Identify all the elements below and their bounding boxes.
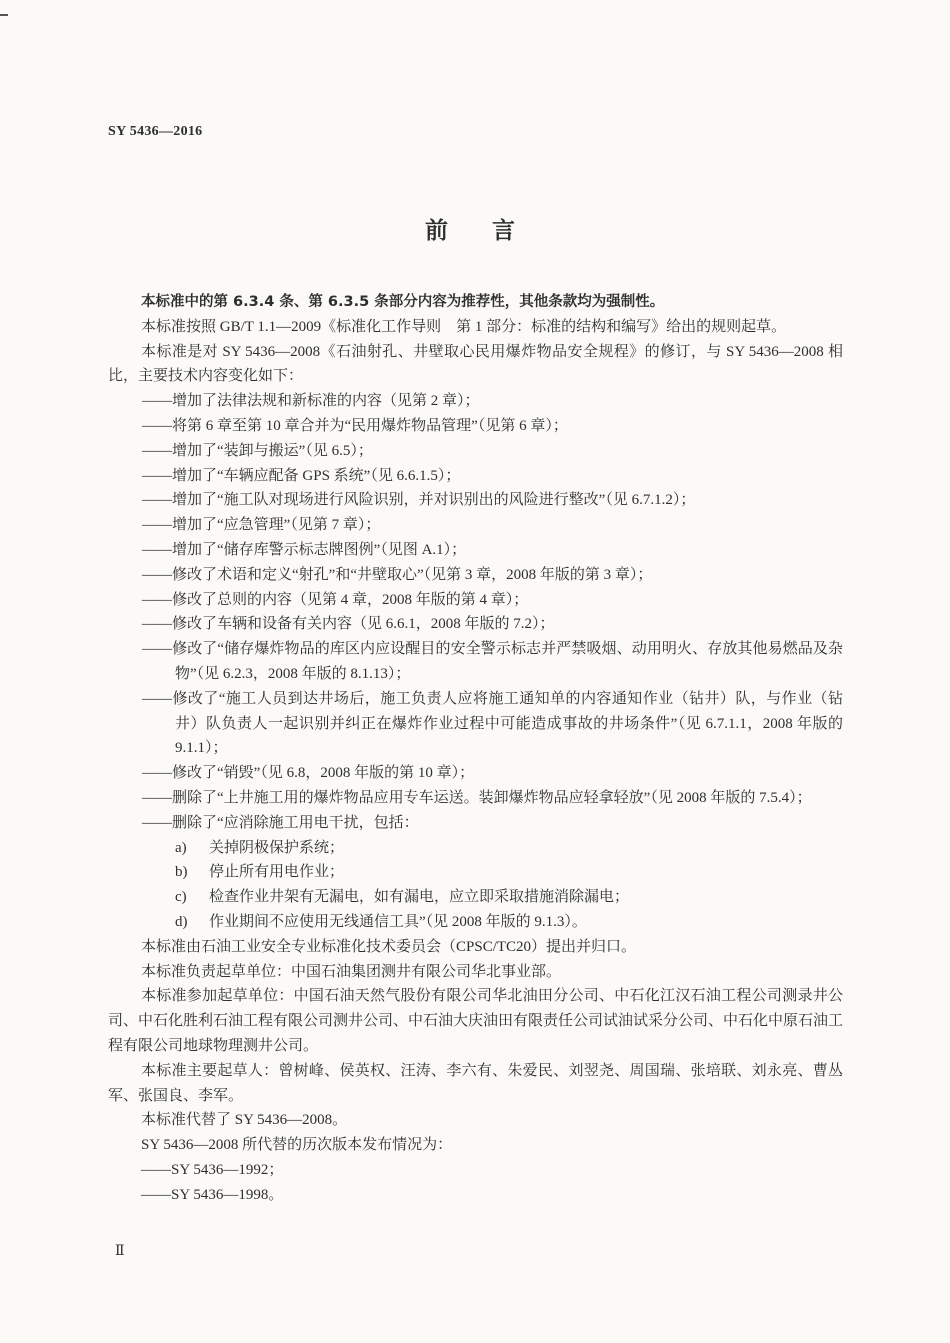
change-list-item: ——修改了“销毁”（见 6.8，2008 年版的第 10 章）；: [142, 765, 475, 782]
version-history-item: ——SY 5436—1998。: [141, 1186, 284, 1203]
paragraph: 本标准是对 SY 5436—2008《石油射孔、井壁取心民用爆炸物品安全规程》的修订，与 SY 5436—2008 相比，主要技术内容变化如下：: [108, 343, 843, 385]
change-list-item: ——增加了“装卸与搬运”（见 6.5）；: [142, 442, 373, 459]
change-list-item: ——增加了法律法规和新标准的内容（见第 2 章）；: [142, 393, 480, 410]
paragraph: 本标准负责起草单位：中国石油集团测井有限公司华北事业部。: [141, 963, 562, 980]
paragraph: 本标准参加起草单位：中国石油天然气股份有限公司华北油田分公司、中石化江汉石油工程公司测录井公司、中石化胜利石油工程有限公司测井公司、中石油大庆油田有限责任公司试油试采分公司、中石化中原石油工程有限公司地球物理测井公司。: [108, 988, 844, 1054]
sub-list-text: 停止所有用电作业；: [209, 864, 345, 881]
change-list-item: ——将第 6 章至第 10 章合并为“民用爆炸物品管理”（见第 6 章）；: [142, 417, 568, 434]
sub-list-item: [108, 836, 843, 861]
sub-list-label: a): [175, 839, 187, 856]
change-list-item: ——修改了术语和定义“射孔”和“井壁取心”（见第 3 章，2008 年版的第 3 章）；: [142, 566, 653, 583]
change-list-item: ——修改了车辆和设备有关内容（见 6.6.1，2008 年版的 7.2）；: [142, 616, 555, 633]
paragraph: SY 5436—2008 所代替的历次版本发布情况为：: [141, 1137, 453, 1154]
foreword-body: [108, 290, 843, 1207]
sub-list-text: 关掉阴极保护系统；: [209, 839, 345, 856]
change-list-item: ——删除了“应消除施工用电干扰，包括：: [142, 814, 419, 831]
sub-list-label: c): [175, 889, 187, 906]
sub-list-text: 作业期间不应使用无线通信工具”（见 2008 年版的 9.1.3）。: [209, 913, 587, 930]
change-list-item: ——修改了“施工人员到达井场后，施工负责人应将施工通知单的内容通知作业（钻井）队，与作业（钻井）队负责人一起识别并纠正在爆炸作业过程中可能造成事故的井场条件”（见 6.7.1.1，2008 年版的 9.1.1）；: [142, 690, 843, 757]
paragraph: 本标准由石油工业安全专业标准化技术委员会（CPSC/TC20）提出并归口。: [141, 938, 637, 955]
page-number: Ⅱ: [115, 1244, 125, 1259]
paragraph: 本标准代替了 SY 5436—2008。: [141, 1112, 348, 1129]
change-list-item: ——增加了“车辆应配备 GPS 系统”（见 6.6.1.5）；: [142, 467, 461, 484]
change-list-item: ——增加了“储存库警示标志牌图例”（见图 A.1）；: [142, 541, 467, 558]
change-list-item: ——增加了“施工队对现场进行风险识别，并对识别出的风险进行整改”（见 6.7.1.2）；: [142, 492, 696, 509]
standard-number-header: SY 5436—2016: [108, 124, 203, 139]
change-list-item: ——修改了“储存爆炸物品的库区内应设醒目的安全警示标志并严禁吸烟、动用明火、存放其他易燃品及杂物”（见 6.2.3，2008 年版的 8.1.13）；: [142, 641, 843, 682]
change-list-item: ——删除了“上井施工用的爆炸物品应用专车运送。装卸爆炸物品应轻拿轻放”（见 2008 年版的 7.5.4）；: [142, 789, 812, 806]
sub-list-label: b): [175, 864, 188, 881]
mandatory-statement: 本标准中的第 6.3.4 条、第 6.3.5 条部分内容为推荐性，其他条款均为强制性。: [141, 294, 665, 310]
change-list-item: ——修改了总则的内容（见第 4 章，2008 年版的第 4 章）；: [142, 591, 529, 608]
sub-list-text: 检查作业井架有无漏电，如有漏电，应立即采取措施消除漏电；: [209, 889, 630, 906]
version-history-item: ——SY 5436—1992；: [141, 1161, 284, 1178]
paragraph: 本标准按照 GB/T 1.1—2009《标准化工作导则 第 1 部分：标准的结构和编写》给出的规则起草。: [141, 318, 787, 335]
sub-list-item: [108, 860, 843, 885]
page-title: 前言: [425, 218, 559, 243]
change-list-item: ——增加了“应急管理”（见第 7 章）；: [142, 517, 381, 534]
scan-edge-mark: [0, 14, 8, 16]
sub-list-label: d): [175, 913, 188, 930]
sub-list-item: [108, 910, 843, 935]
sub-list-item: [108, 885, 843, 910]
paragraph: 本标准主要起草人：曾树峰、侯英权、汪涛、李六有、朱爱民、刘翌尧、周国瑞、张培联、刘永亮、曹丛军、张国良、李军。: [108, 1062, 843, 1104]
